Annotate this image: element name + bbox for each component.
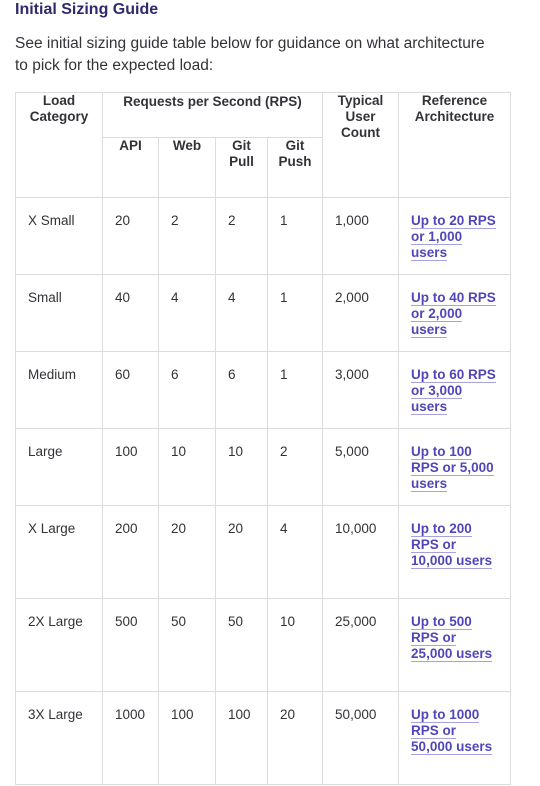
cell-git-pull: 100 <box>216 692 268 785</box>
cell-api: 200 <box>103 506 159 599</box>
intro-paragraph: See initial sizing guide table below for guidance on what architecture to pick for the expected load: <box>15 35 485 74</box>
cell-api: 1000 <box>103 692 159 785</box>
cell-web: 10 <box>159 429 216 506</box>
cell-load-category: X Large <box>16 506 103 599</box>
table-row <box>16 352 511 429</box>
cell-web: 4 <box>159 275 216 352</box>
header-git-push: Git Push <box>268 138 323 198</box>
cell-git-pull: 20 <box>216 506 268 599</box>
cell-typical-user-count: 50,000 <box>323 692 399 785</box>
cell-git-pull: 4 <box>216 275 268 352</box>
cell-load-category: Large <box>16 429 103 506</box>
cell-load-category: X Small <box>16 198 103 275</box>
cell-typical-user-count: 3,000 <box>323 352 399 429</box>
cell-git-pull: 10 <box>216 429 268 506</box>
cell-api: 40 <box>103 275 159 352</box>
reference-architecture-link[interactable]: Up to 60 RPS or 3,000 users <box>411 367 496 414</box>
cell-web: 20 <box>159 506 216 599</box>
cell-reference-architecture <box>399 198 511 275</box>
cell-git-push: 4 <box>268 506 323 599</box>
cell-load-category: Medium <box>16 352 103 429</box>
cell-git-pull: 6 <box>216 352 268 429</box>
reference-architecture-link[interactable]: Up to 40 RPS or 2,000 users <box>411 290 496 337</box>
table-header <box>16 93 511 198</box>
sizing-table <box>15 92 511 785</box>
header-api: API <box>103 138 159 198</box>
header-git-pull: Git Pull <box>216 138 268 198</box>
cell-reference-architecture <box>399 692 511 785</box>
cell-load-category: 2X Large <box>16 599 103 692</box>
cell-typical-user-count: 25,000 <box>323 599 399 692</box>
cell-web: 6 <box>159 352 216 429</box>
reference-architecture-link[interactable]: Up to 20 RPS or 1,000 users <box>411 213 496 260</box>
cell-api: 500 <box>103 599 159 692</box>
cell-api: 20 <box>103 198 159 275</box>
cell-reference-architecture <box>399 275 511 352</box>
cell-git-pull: 50 <box>216 599 268 692</box>
cell-git-push: 10 <box>268 599 323 692</box>
cell-load-category: Small <box>16 275 103 352</box>
table-row <box>16 599 511 692</box>
header-reference-architecture: Reference Architecture <box>399 93 511 198</box>
cell-web: 100 <box>159 692 216 785</box>
table-row <box>16 429 511 506</box>
table-row <box>16 692 511 785</box>
cell-git-push: 1 <box>268 275 323 352</box>
table-row <box>16 275 511 352</box>
cell-typical-user-count: 5,000 <box>323 429 399 506</box>
cell-web: 50 <box>159 599 216 692</box>
header-typical-user-count: Typical User Count <box>323 93 399 198</box>
cell-git-push: 20 <box>268 692 323 785</box>
reference-architecture-link[interactable]: Up to 200 RPS or 10,000 users <box>411 521 493 568</box>
table-body <box>16 198 511 785</box>
cell-reference-architecture <box>399 599 511 692</box>
cell-git-pull: 2 <box>216 198 268 275</box>
cell-git-push: 1 <box>268 352 323 429</box>
cell-typical-user-count: 10,000 <box>323 506 399 599</box>
cell-git-push: 1 <box>268 198 323 275</box>
reference-architecture-link[interactable]: Up to 500 RPS or 25,000 users <box>411 614 493 661</box>
header-load-category: Load Category <box>16 93 103 198</box>
reference-architecture-link[interactable]: Up to 100 RPS or 5,000 users <box>411 444 494 491</box>
table-row <box>16 506 511 599</box>
cell-git-push: 2 <box>268 429 323 506</box>
cell-reference-architecture <box>399 506 511 599</box>
cell-web: 2 <box>159 198 216 275</box>
cell-api: 100 <box>103 429 159 506</box>
header-web: Web <box>159 138 216 198</box>
cell-api: 60 <box>103 352 159 429</box>
cell-typical-user-count: 1,000 <box>323 198 399 275</box>
cell-typical-user-count: 2,000 <box>323 275 399 352</box>
section-heading: Initial Sizing Guide <box>15 1 159 18</box>
table-row <box>16 198 511 275</box>
cell-load-category: 3X Large <box>16 692 103 785</box>
cell-reference-architecture <box>399 352 511 429</box>
reference-architecture-link[interactable]: Up to 1000 RPS or 50,000 users <box>411 707 493 754</box>
header-rps-group: Requests per Second (RPS) <box>103 93 323 138</box>
cell-reference-architecture <box>399 429 511 506</box>
